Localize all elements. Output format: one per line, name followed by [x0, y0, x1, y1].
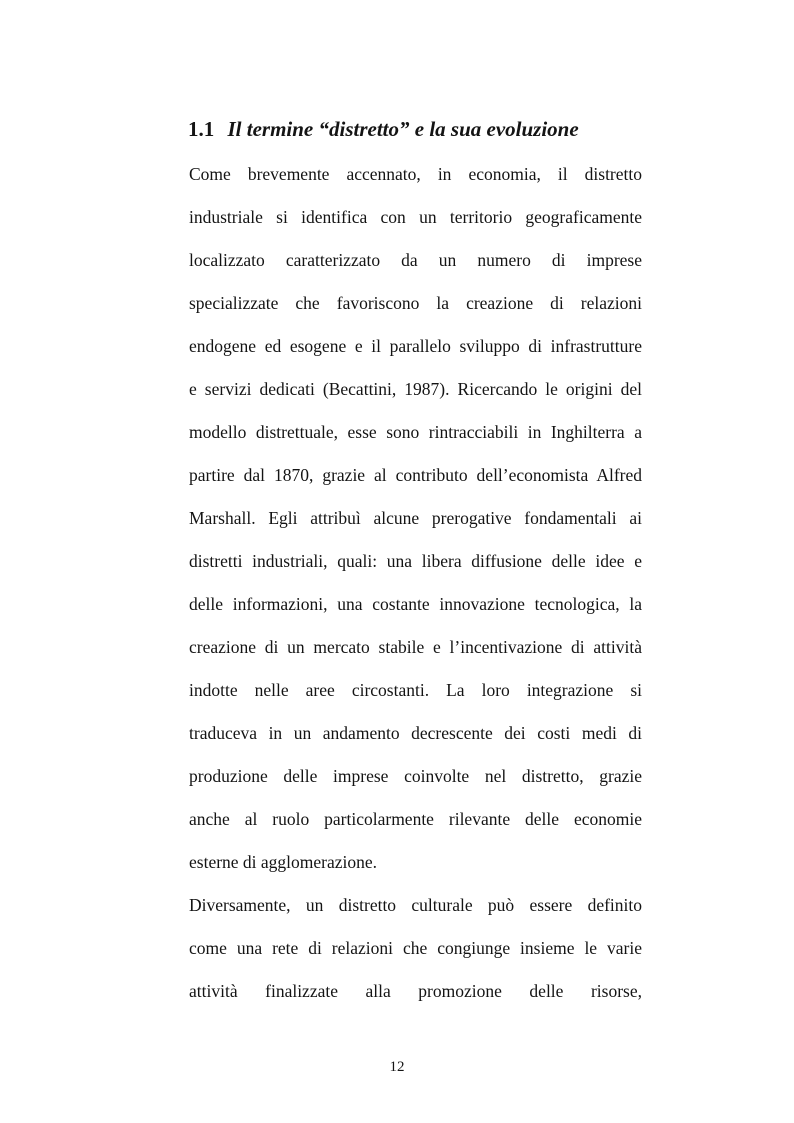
text-line: indotte nelle aree circostanti. La loro integrazione si [189, 680, 642, 700]
section-number: 1.1 [188, 117, 215, 141]
text-line: attività finalizzate alla promozione delle risorse, [189, 981, 642, 1001]
text-line: industriale si identifica con un territorio geograficamente [189, 207, 642, 227]
text-line: creazione di un mercato stabile e l’incentivazione di attività [189, 637, 642, 657]
section-heading [188, 116, 579, 142]
section-title: Il termine “distretto” e la sua evoluzione [227, 117, 579, 141]
text-line: partire dal 1870, grazie al contributo dell’economista Alfred [189, 465, 642, 485]
text-line: localizzato caratterizzato da un numero di imprese [189, 250, 642, 270]
text-line: produzione delle imprese coinvolte nel distretto, grazie [189, 766, 642, 786]
text-line: specializzate che favoriscono la creazione di relazioni [189, 293, 642, 313]
paragraph-last-line: esterne di agglomerazione. [189, 852, 378, 872]
text-line: Diversamente, un distretto culturale può essere definito [189, 895, 642, 915]
text-line: anche al ruolo particolarmente rilevante delle economie [189, 809, 642, 829]
text-line: e servizi dedicati (Becattini, 1987). Ricercando le origini del [189, 379, 642, 399]
text-line: come una rete di relazioni che congiunge insieme le varie [189, 938, 642, 958]
text-line: traduceva in un andamento decrescente dei costi medi di [189, 723, 642, 743]
text-line: Marshall. Egli attribuì alcune prerogative fondamentali ai [189, 508, 642, 528]
page-number: 12 [389, 1059, 405, 1075]
text-line: distretti industriali, quali: una libera diffusione delle idee e [189, 551, 642, 571]
text-line: delle informazioni, una costante innovazione tecnologica, la [189, 594, 642, 614]
text-line: Come brevemente accennato, in economia, il distretto [189, 164, 642, 184]
text-line: modello distrettuale, esse sono rintracciabili in Inghilterra a [189, 422, 642, 442]
text-line: endogene ed esogene e il parallelo sviluppo di infrastrutture [189, 336, 642, 356]
